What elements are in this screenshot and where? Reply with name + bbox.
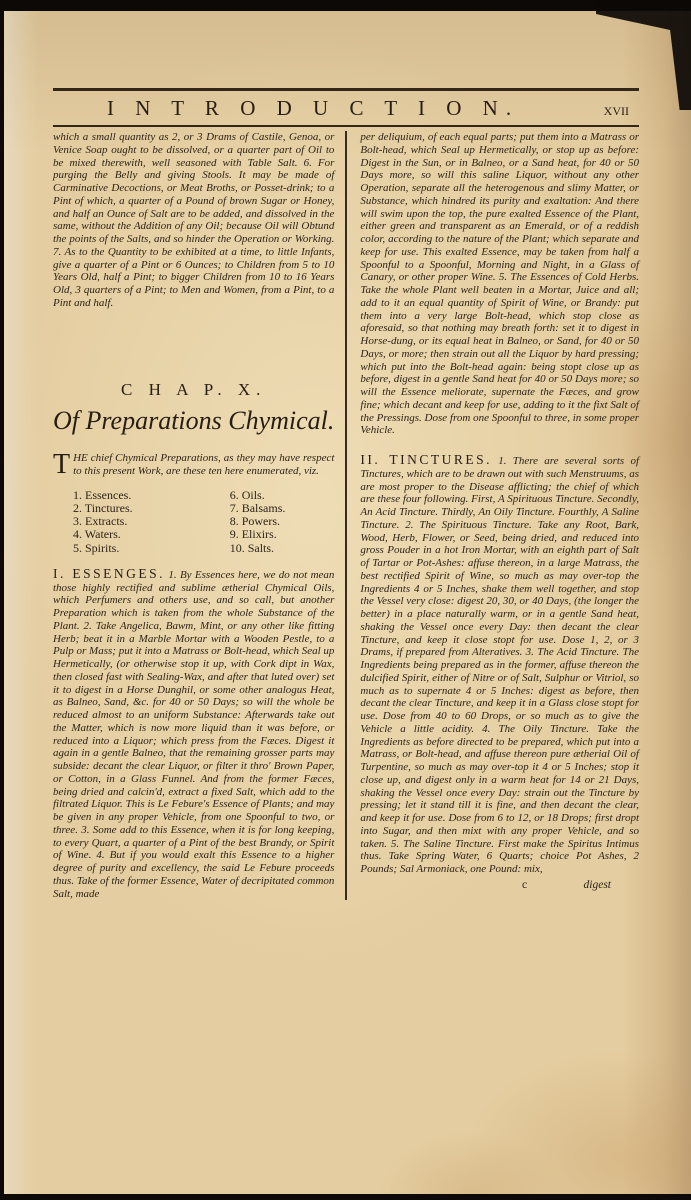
list-item: 10. Salts.: [229, 540, 275, 555]
signature-line: [360, 879, 639, 893]
essences-section-heading: I. ESSENGES.: [53, 565, 165, 581]
list-item: 2. Tinctures.: [73, 500, 133, 515]
left-continuation-paragraph: which a small quantity as 2, or 3 Drams of Castile, Genoa, or Venice Soap ought to be dissolved, or a quarter part of Oil to be mixed therewith, well seasoned with Table Salt. 6. For purging the Belly and giving Stools. It may be made of Carminative Decoctions, or Meat Broths, or Posset-drink; to a Pint of which, a quarter of a Pound of brown Sugar or Honey, and half an Ounce of Salt are to be added, and dissolved in the same, without the Addition of any Oil; because Oil will Obtund the points of the Salts, and so hinder the Operation or Working. 7. As to the Quantity to be exhibited at a time, to little Infants, give a quarter of a Pint or 6 Ounces; to Children from 5 to 10 Years Old, half a Pint; to bigger Children from 10 to 16 Years Old, 3 quarters of a Pint; to Men and Women, from a Pint, to a Pint and half.: [53, 131, 335, 309]
essences-text: 1. By Essences here, we do not mean those highly rectified and sublime ætherial Chymical Oils, which Perfumers and others use, and so call, but another Preparation which is taken from the whole Substance of the Plant. 2. Take Angelica, Bawm, Mint, or any other like fitting Herb; beat it in a Marble Mortar with a Wooden Pestle, to a Pulp or Mass; put it into a Matrass or Bolt-head, which Seal up Hermetically, (or otherwise stop it up, with Cork dipt in Wax, then closed fast with Sealing-Wax, and after that luted over) set it to digest in a Horse Dunghil, or some other analogus Heat, as Balneo, Sand, &c. for 40 or 50 Days; so will the whole be reduced almost to an uniform Substance: Afterwards take out the Matter, which is now more liquid than it was before, or reduced into a Liquor; which press from the Fæces. Digest it again in a gentle Balneo, that the remaining grosser parts may subside: decant the clear Liquor, or filter it thro' Brown Paper, or Cotton, in a Glass Funnel. And from the former Fæces, being dried and calcin'd, extract a fixed Salt, which add to the filtrated Liquor. This is Le Febure's Essence of Plants; and may be given in any proper Vehicle, from one Spoonful to two, or three. 3. Some add to this Essence, when it is for long keeping, to every Quart, a quarter of a Pint of the best Brandy, or Spirit of Wine. 4. But if you would exalt this Essence to a higher degree of purity and excellency, the said Le Febure proceeds thus. Take of the former Essence, Water of decripitated common Salt, made: [53, 568, 335, 900]
tinctures-text: 1. There are several sorts of Tinctures, which are to be drawn out with such Menstruums, as are most proper to the Disease afflicting; the chief of which are these four following. First, A Spirituous Tincture. Secondly, An Acid Tincture. Thirdly, An Oily Tincture. Fourthly, A Saline Tincture. 2. The Spirituous Tincture. Take any Root, Bark, Wood, Herb, Flower, or Seed, being dried, and reduced into gross Pouder in a hot Iron Mortar, with an eighth part of Salt of Tartar or Pot-Ashes: affuse thereon, in a large Matrass, the best rectified Spirit of Wine, so much as may over-top the Ingredients 4 or 5 Inches, shake them well together, and stop the Vessel very close: digest 20, 30, or 40 Days, (the longer the better) in a place naturally warm, or in a gentle Sand heat, shaking the Vessel once every Day: then decant the clear Tincture, and keep it close stopt for use. Dose 1, 2, or 3 Drams, if prepared from Alteratives. 3. The Acid Tincture. The Ingredients being prepared as in the former, affuse thereon the dulcified Spirit, either of Nitre or of Salt, Sulphur or Vitriol, so much as to supernate 4 or 5 Inches: digest as before, then decant the clear Tincture, and keep it in a Glass close stopt for use. Dose from 40 to 60 Drops, or so much as to give the Vehicle a little acidity. 4. The Oily Tincture. Take the Ingredients as before directed to be prepared, which put into a Matrass, or Bolt-head, and affuse thereon pure ætherial Oil of Turpentine, so much as may over-top it 4 or 5 Inches; stop it close up, and digest only in a warm heat for 14 or 21 Days, shaking the Vessel once every Day: strain out the Tincture by pressing; let it stand till it is fine, and then decant the clear, and keep it for use. Dose from 6 to 12, or 18 Drops; first dropt into Sugar, and then mixt with any proper Vehicle, and so taken. 5. The Saline Tincture. First make the Spiritus Intimus thus. Take Spring Water, 6 Quarts; choice Pot Ashes, 2 Pounds; Sal Armoniack, one Pound: mix,: [360, 455, 639, 875]
list-item: 9. Elixirs.: [229, 527, 277, 542]
list-item: 1. Essences.: [73, 487, 132, 502]
chapter-intro-paragraph: [53, 449, 335, 481]
right-column: [345, 131, 639, 900]
left-column: [53, 131, 334, 900]
catchword: digest: [583, 878, 611, 891]
tinctures-paragraph: [360, 454, 639, 876]
list-item: 5. Spirits.: [73, 540, 120, 555]
chapter-intro-text: HE chief Chymical Preparations, as they may have respect to this present Work, are these ten here enumerated, viz.: [73, 452, 335, 477]
essences-paragraph: [53, 565, 335, 901]
running-header: [53, 88, 639, 127]
enumeration-list: [53, 489, 334, 555]
list-item: 7. Balsams.: [229, 500, 286, 515]
right-continuation-paragraph: per deliquium, of each equal parts; put them into a Matrass or Bolt-head, which Seal up Hermetically, or stop up as before: Digest in the Sun, or in Balneo, or a Sand heat, for 40 or 50 Days more, so will this saline Liquor, without any other Operation, separate all the heterogenous and slimy Matter, or Substance, which hindred its purity and exaltation: And there will swim upon the top, the pure exalted Essence of the Plant, either green and transparent as an Emerald, or of a reddish color, according to the nature of the Plant; which separate and keep for use. This exalted Essence, may be taken from half a Spoonful to a Spoonful, Morning and Night, in a Glass of Canary, or other proper Wine. 5. The Essences of Cold Herbs. Take the whole Plant well beaten in a Mortar, Juice and all; add to it an equal quantity of Spirit of Wine, or Brandy: put them into a very large Bolt-head, which stop close as aforesaid, so that nothing may breath forth: set it to digest in Horse-dung, or its equal heat in Balneo, or Sand, for 40 or 50 Days, or more; then strain out all the Liquor by hard pressing; which put into the Bolt-head again: being stopt close up as before, digest in a gentle Sand heat for 40 or 50 Days more; so will the Essence meliorate, supernate the Fæces, and grow fine; which decant and keep for use, adding to it the fixt Salt of the Pressings. Dose from one Spoonful to three, in some proper Vehicle.: [360, 131, 639, 437]
text-block: [53, 88, 639, 900]
signature-mark: c: [521, 878, 528, 891]
list-item: 3. Extracts.: [73, 514, 128, 529]
chapter-heading: C H A P. X.: [121, 379, 267, 399]
page-number: xvii: [603, 100, 629, 119]
list-item: 6. Oils.: [229, 487, 265, 502]
chapter-title: Of Preparations Chymical.: [53, 406, 335, 436]
drop-cap: T: [53, 449, 71, 481]
tinctures-section-heading: II. TINCTURES.: [360, 452, 493, 467]
list-item: 8. Powers.: [229, 514, 281, 529]
list-item: 4. Waters.: [73, 527, 121, 542]
two-column-layout: [53, 131, 639, 900]
page-title: I N T R O D U C T I O N.: [106, 96, 520, 120]
